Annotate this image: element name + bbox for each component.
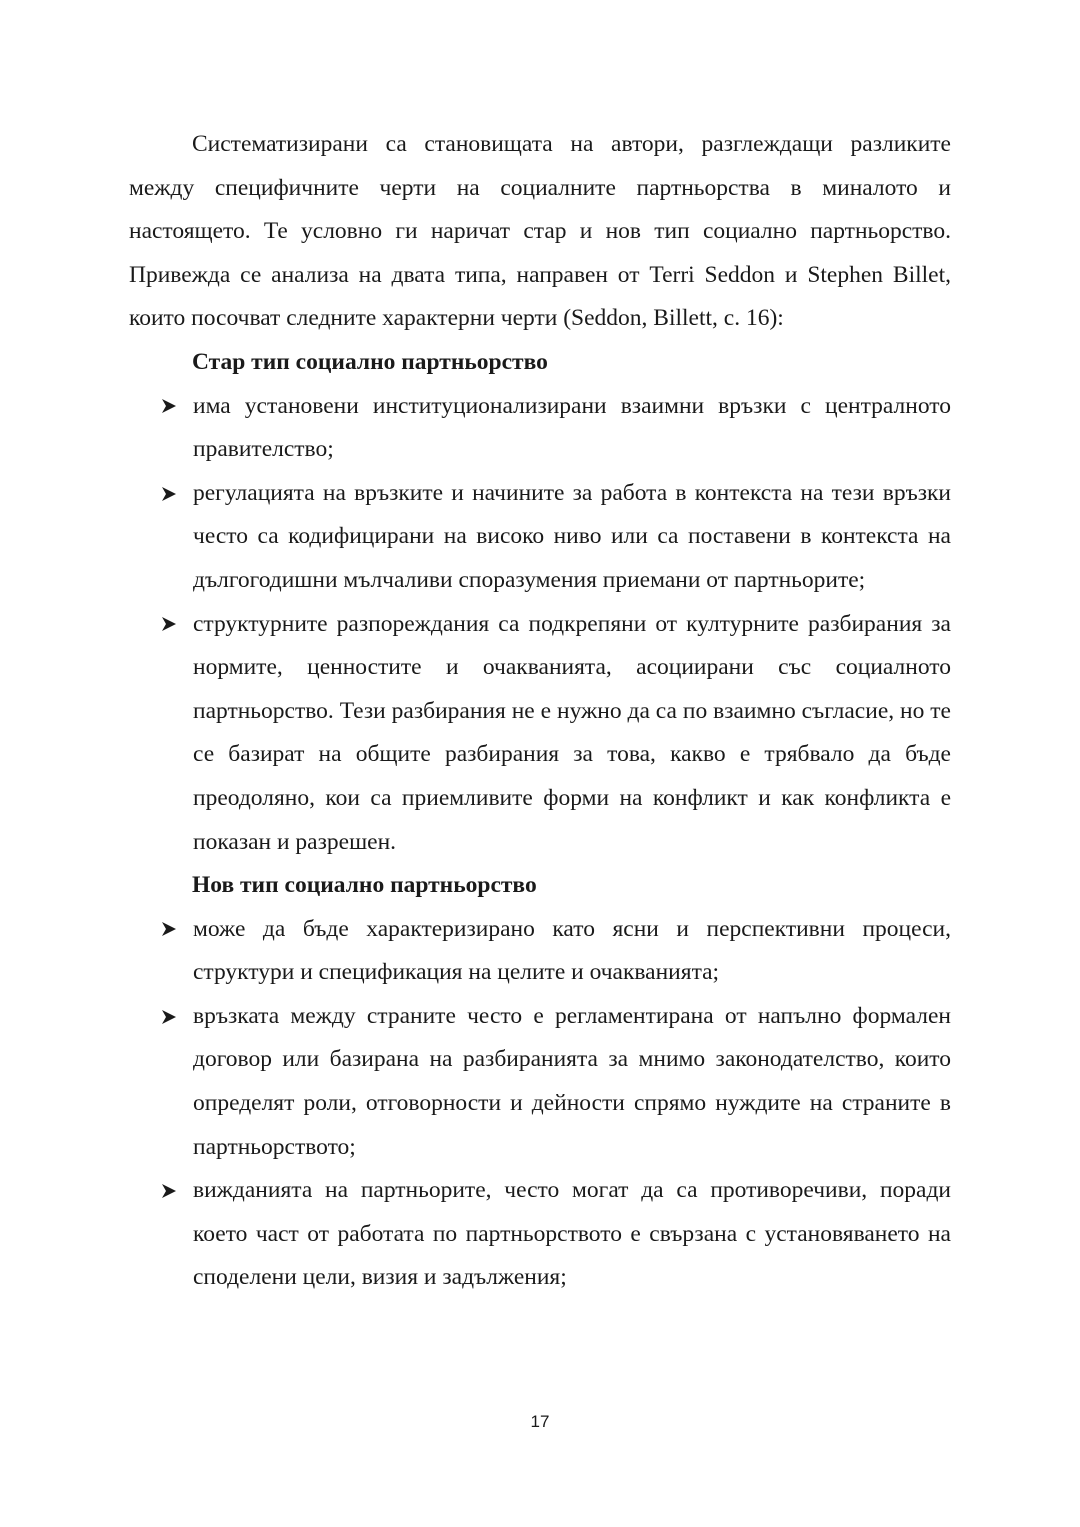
old-type-heading: Стар тип социално партньорство [192,348,548,375]
intro-paragraph: Систематизирани са становищата на автори, разглеждащи разликите между специфичните черти на социалните партньорства в миналото и настоящето. Те условно ги наричат стар и нов тип социално партньорство. Привежда се анализа на двата типа, направен от Terri Seddon и Stephen Billet, които посочват следните характерни черти (Seddon, Billett, с. 16): [129,131,951,332]
list-item [129,472,951,603]
arrowhead-bullet-icon [161,472,185,516]
new-type-list [129,908,951,1300]
list-item-text: има установени институционализирани взаимни връзки с централното правителство; [193,392,951,463]
list-item-text: структурните разпореждания са подкрепяни от културните разбирания за нормите, ценностите и очакванията, асоциирани със социалното партньорство. Тези разбирания не е нужно да са по взаимно съгласие, но те се базират на общите разбирания за това, какво е трябвало да бъде преодоляно, кои са приемливите форми на конфликт и как конфликта е показан и разрешен. [193,610,951,855]
text-body [129,123,951,1300]
list-item-text: връзката между страните често е регламентирана от напълно формален договор или базирана на разбиранията за мнимо законодателство, които определят роли, отговорности и дейности спрямо нуждите на страните в партньорството; [193,1002,951,1160]
arrowhead-bullet-icon [161,995,185,1039]
arrowhead-bullet-icon [161,603,185,647]
list-item [129,603,951,865]
arrowhead-bullet-icon [161,385,185,429]
list-item-text: регулацията на връзките и начините за работа в контекста на тези връзки често са кодифицирани на високо ниво или са поставени в контекста на дългогодишни мълчаливи споразумения приемани от партньорите; [193,479,951,593]
list-item [129,385,951,472]
page-number: 17 [530,1412,550,1431]
new-type-heading: Нов тип социално партньорство [192,872,537,899]
list-item [129,1169,951,1300]
arrowhead-bullet-icon [161,1169,185,1213]
list-item [129,908,951,995]
old-type-list [129,385,951,865]
arrowhead-bullet-icon [161,908,185,952]
list-item-text: вижданията на партньорите, често могат да са противоречиви, поради което част от работата по партньорството е свързана с установяването на споделени цели, визия и задължения; [193,1177,951,1291]
list-item [129,995,951,1169]
list-item-text: може да бъде характеризирано като ясни и перспективни процеси, структури и спецификация на целите и очакванията; [193,915,951,986]
